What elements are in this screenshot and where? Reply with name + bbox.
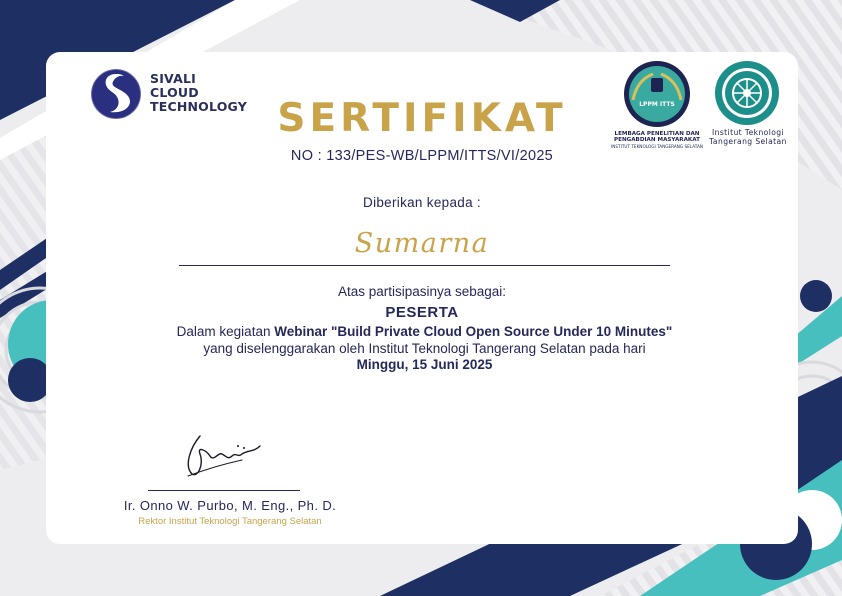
signature-line bbox=[148, 490, 300, 491]
itts-seal-icon bbox=[714, 60, 780, 126]
itts-caption bbox=[700, 128, 796, 146]
organizer-logo-line: TECHNOLOGY bbox=[150, 99, 247, 114]
event-date: Minggu, 15 Juni 2025 bbox=[356, 357, 493, 372]
recipient-name: Sumarna bbox=[354, 228, 490, 259]
organizer-logo-line: CLOUD bbox=[150, 85, 199, 100]
lppm-caption bbox=[604, 131, 710, 150]
participant-role: PESERTA bbox=[385, 304, 459, 321]
lppm-emblem-text: LPPM ITTS bbox=[639, 101, 675, 108]
handwritten-signature bbox=[180, 430, 266, 482]
role-label: Atas partisipasinya sebagai: bbox=[337, 284, 507, 299]
event-name: Webinar "Build Private Cloud Open Source Under 10 Minutes" bbox=[274, 324, 673, 339]
certificate-number: NO : 133/PES-WB/LPPM/ITTS/VI/2025 bbox=[290, 148, 554, 164]
lppm-emblem-icon bbox=[623, 60, 691, 128]
body-prefix: Dalam kegiatan bbox=[176, 324, 275, 339]
itts-caption-line: Tangerang Selatan bbox=[709, 137, 787, 146]
event-description bbox=[176, 324, 673, 374]
organizer-logo-line: SIVALI bbox=[150, 71, 196, 86]
lppm-caption-line: PENGABDIAN MASYARAKAT bbox=[614, 137, 700, 144]
signatory-title: Rektor Institut Teknologi Tangerang Selatan bbox=[138, 516, 322, 527]
certificate-title: SERTIFIKAT bbox=[277, 96, 567, 141]
itts-caption-line: Institut Teknologi bbox=[711, 128, 785, 137]
given-to-label: Diberikan kepada : bbox=[363, 195, 481, 210]
recipient-underline bbox=[179, 265, 670, 266]
swirl-circle-logo-icon bbox=[90, 68, 142, 120]
signatory-name: Ir. Onno W. Purbo, M. Eng., Ph. D. bbox=[123, 498, 337, 513]
body-middle: yang diselenggarakan oleh Institut Teknologi Tangerang Selatan pada hari bbox=[203, 340, 646, 356]
lppm-caption-line: INSTITUT TEKNOLOGI TANGERANG SELATAN bbox=[611, 143, 703, 149]
lppm-caption-line: LEMBAGA PENELITIAN DAN bbox=[614, 131, 700, 137]
